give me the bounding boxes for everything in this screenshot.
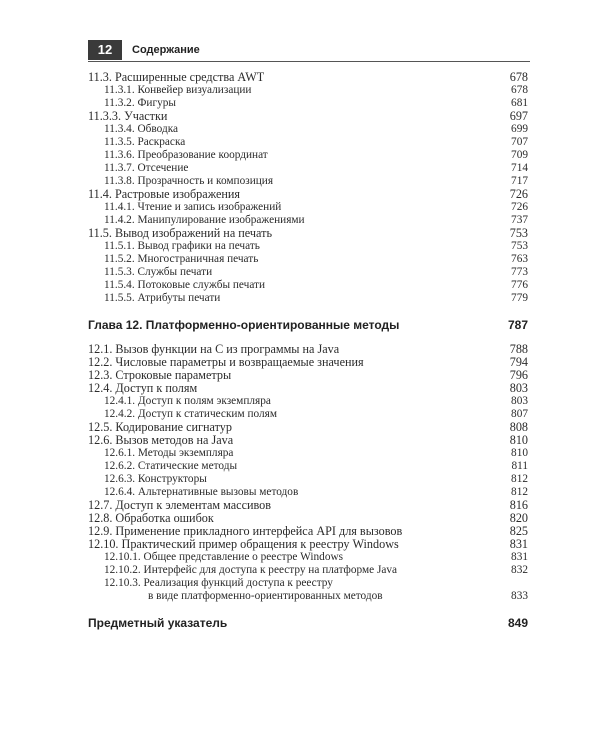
toc-entry <box>88 538 528 551</box>
toc-entry <box>88 84 528 97</box>
toc-entry-title: 11.5. Вывод изображений на печать <box>88 226 273 240</box>
toc-entry-page: 803 <box>511 395 528 407</box>
page-header <box>88 40 530 60</box>
toc-entry <box>88 318 528 332</box>
toc-entry-page: 763 <box>511 253 528 265</box>
toc-entry-page: 753 <box>509 226 528 240</box>
toc-entry-title: 12.3. Строковые параметры <box>88 368 232 382</box>
toc-entry-page: 803 <box>509 381 528 395</box>
toc-entry-page: 788 <box>509 342 528 356</box>
toc-entry <box>88 292 528 305</box>
toc-entry-title: 12.8. Обработка ошибок <box>88 511 214 525</box>
toc-entry-title: 12.7. Доступ к элементам массивов <box>88 498 272 512</box>
toc-entry <box>88 240 528 253</box>
toc-entry-page: 833 <box>511 590 528 602</box>
toc-entry <box>88 564 528 577</box>
toc-entry <box>88 149 528 162</box>
toc-entry-page: 811 <box>511 460 528 472</box>
toc-entry-title: 12.10.3. Реализация функций доступа к реестру <box>104 577 333 589</box>
toc-entry-title: Предметный указатель <box>88 616 228 630</box>
toc-entry-page: 816 <box>509 498 528 512</box>
toc-entry-page: 810 <box>509 433 528 447</box>
toc-entry-title: 11.3.1. Конвейер визуализации <box>104 84 252 96</box>
toc-entry <box>88 577 528 603</box>
toc-entry-title: 12.9. Применение прикладного интерфейса API для вызовов <box>88 524 403 538</box>
toc-entry <box>88 434 528 447</box>
toc-entry-title: 11.3.3. Участки <box>88 109 168 123</box>
toc-entry-page: 779 <box>511 292 528 304</box>
toc-entry-title: 12.1. Вызов функции на С из программы на Java <box>88 342 340 356</box>
toc-entry-title: 12.4. Доступ к полям <box>88 381 198 395</box>
toc-entry-title: 11.5.5. Атрибуты печати <box>104 292 221 304</box>
toc-entry <box>88 395 528 408</box>
toc-entry <box>88 447 528 460</box>
toc-entry <box>88 253 528 266</box>
toc-entry <box>88 266 528 279</box>
toc-entry-page: 776 <box>511 279 528 291</box>
toc-entry-page: 807 <box>511 408 528 420</box>
toc-entry-page: 796 <box>509 368 528 382</box>
toc-entry-title: 11.3. Расширенные средства AWT <box>88 70 265 84</box>
toc-entry <box>88 473 528 486</box>
toc-entry-page: 773 <box>511 266 528 278</box>
toc-entry-page: 810 <box>511 447 528 459</box>
toc-entry-title: 12.2. Числовые параметры и возвращаемые значения <box>88 355 364 369</box>
toc-entry-title: 12.6.3. Конструкторы <box>104 473 207 485</box>
toc-entry-title: 12.10.1. Общее представление о реестре Windows <box>104 551 344 563</box>
toc-entry-title: 11.3.2. Фигуры <box>104 97 176 109</box>
toc-entry-page: 707 <box>511 136 528 148</box>
toc-entry-title: 12.5. Кодирование сигнатур <box>88 420 232 434</box>
toc-entry-title: Глава 12. Платформенно-ориентированные методы <box>88 318 400 332</box>
toc-entry-page: 717 <box>511 175 528 187</box>
toc-entry-title: 11.4.2. Манипулирование изображениями <box>104 214 305 226</box>
toc-entry <box>88 616 528 630</box>
toc-entry-title-wrap <box>104 577 383 603</box>
toc-entry-page: 831 <box>509 537 528 551</box>
toc-entry-title: 11.3.6. Преобразование координат <box>104 149 268 161</box>
page-number: 12 <box>88 40 122 60</box>
toc-entry-page: 812 <box>511 473 528 485</box>
toc-entry <box>88 71 528 84</box>
toc-entry <box>88 382 528 395</box>
toc-entry-page: 726 <box>509 187 528 201</box>
toc-entry-title: 11.4. Растровые изображения <box>88 187 241 201</box>
running-title: Содержание <box>132 44 200 56</box>
toc-entry-page: 812 <box>511 486 528 498</box>
toc-entry-page: 808 <box>509 420 528 434</box>
toc-entry-title: 12.6. Вызов методов на Java <box>88 433 234 447</box>
toc-entry-title: 11.5.2. Многостраничная печать <box>104 253 259 265</box>
toc-entry-title: 11.4.1. Чтение и запись изображений <box>104 201 282 213</box>
toc-entry-page: 849 <box>507 616 528 630</box>
toc-entry-title: 11.5.4. Потоковые службы печати <box>104 279 266 291</box>
toc-entry <box>88 162 528 175</box>
toc-entry-page: 831 <box>511 551 528 563</box>
toc-entry-page: 787 <box>507 318 528 332</box>
toc-entry-page: 678 <box>509 70 528 84</box>
toc-entry-title: 11.5.3. Службы печати <box>104 266 213 278</box>
toc-entry <box>88 110 528 123</box>
header-rule <box>88 61 530 62</box>
toc-entry-page: 714 <box>511 162 528 174</box>
toc-entry-page: 794 <box>509 355 528 369</box>
toc-entry-page: 681 <box>511 97 528 109</box>
toc-entry <box>88 551 528 564</box>
toc-entry-page: 678 <box>511 84 528 96</box>
toc-entry-title: 12.6.2. Статические методы <box>104 460 238 472</box>
toc-entry-page: 709 <box>511 149 528 161</box>
toc-entry-title: 11.3.8. Прозрачность и композиция <box>104 175 274 187</box>
toc-entry <box>88 123 528 136</box>
toc-entry <box>88 201 528 214</box>
toc-entry <box>88 460 528 473</box>
toc-entry-page: 832 <box>511 564 528 576</box>
toc-entry-title: 12.10.2. Интерфейс для доступа к реестру на платформе Java <box>104 564 398 576</box>
toc-entry-title: 12.6.1. Методы экземпляра <box>104 447 234 459</box>
toc-entry <box>88 279 528 292</box>
toc-entry-page: 737 <box>511 214 528 226</box>
toc-entry-page: 726 <box>511 201 528 213</box>
toc-entry-title: 12.6.4. Альтернативные вызовы методов <box>104 486 299 498</box>
toc-entry-title: 11.5.1. Вывод графики на печать <box>104 240 260 252</box>
toc-entry-title: 12.4.1. Доступ к полям экземпляра <box>104 395 271 407</box>
toc-entry-page: 697 <box>509 109 528 123</box>
toc-entry <box>88 136 528 149</box>
toc-entry-page: 699 <box>511 123 528 135</box>
toc-entry <box>88 188 528 201</box>
toc-entry-page: 825 <box>509 524 528 538</box>
toc-entry-page: 820 <box>509 511 528 525</box>
toc-entry <box>88 227 528 240</box>
toc-entry-title: 11.3.5. Раскраска <box>104 136 186 148</box>
toc-entry-title: 12.4.2. Доступ к статическим полям <box>104 408 277 420</box>
toc-entry-title: 11.3.7. Отсечение <box>104 162 189 174</box>
toc-entry-title: 12.10. Практический пример обращения к реестру Windows <box>88 537 399 551</box>
toc-entry-title-continued: в виде платформенно-ориентированных методов <box>148 590 383 602</box>
toc-entry-page: 753 <box>511 240 528 252</box>
toc-entry-title: 11.3.4. Обводка <box>104 123 179 135</box>
table-of-contents <box>88 71 528 630</box>
